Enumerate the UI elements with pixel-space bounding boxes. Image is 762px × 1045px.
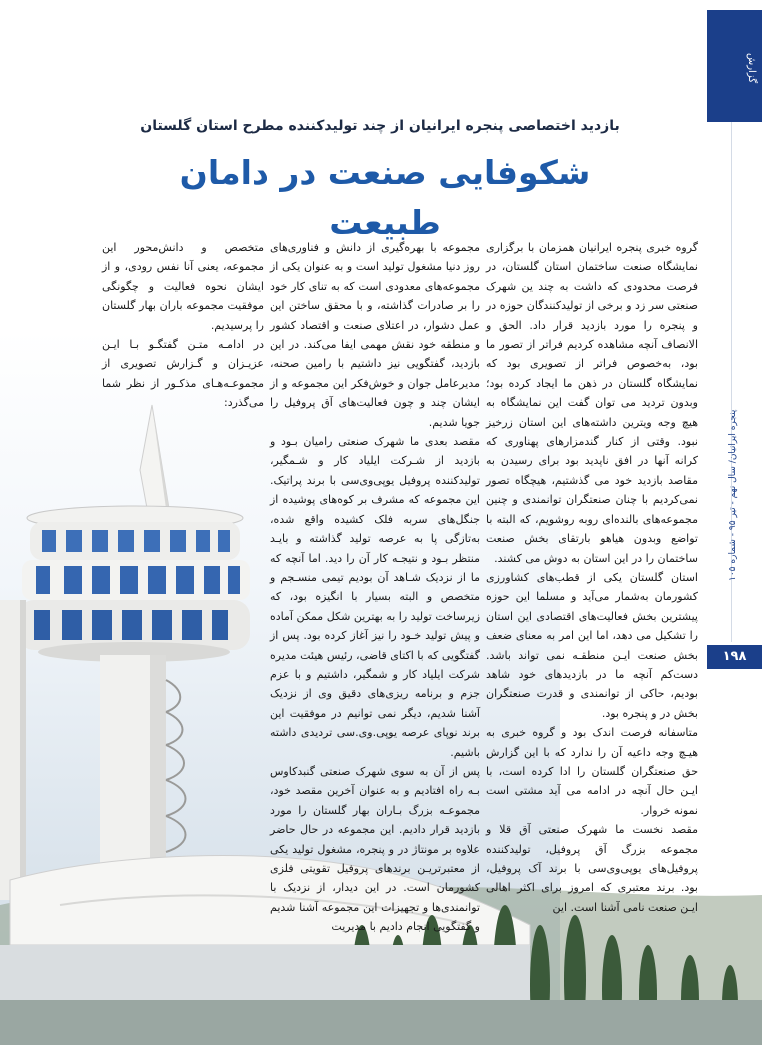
paragraph: پس از آن به سوی شهرک صنعتی گنبدکاوس بـه راه افتادیم و به عنوان آخرین مقصد خود، مجموعـه بزرگ بـاران بهار گلستان را مورد بازدید قرار دادیم. این مجموعه در حال حاضر علاوه بر مونتاژ در و پنجره، مشغول تولید یکی از معتبرتریـن برندهای پروفیل تقویتی فلزی کشورمان است. در این دیدار، از نزدیک با توانمندی‌ها و تجهیزات این مجموعه آشنا شدیم و گفتگویی انجام دادیم با مدیریت [270, 764, 480, 934]
article-subtitle: بازدید اختصاصی پنجره ایرانیان از چند تولیدکننده مطرح استان گلستان [140, 118, 620, 134]
paragraph: مجموعه با بهره‌گیری از دانش و فناوری‌های روز دنیا مشغول تولید است و به عنوان یکی از مجموعه‌های معدودی است که به تنای کار خود را بر صادرات گذاشته، و با محقق ساختن این عمل دشوار، در اعتلای صنعت و اقتصاد کشور و منطقه خود نقش مهمی ایفا می‌کند. در این بازدید، گفتگویی نیز داشتیم با رامین صحنه، مدیرعامل جوان و خوش‌فکر این مجموعه و از ایشان چند و چون فعالیت‌های آق پروفیل را جویا شدیم. [270, 241, 480, 429]
paragraph: مقصد بعدی ما شهرک صنعتی رامیان بـود و بازدید از شـرکت ایلیاد کار و شـمگیر، تولیدکننده پروفیل یوپی‌وی‌سی با برند پراتیک. این مجموعه که مشرف بر کوه‌های پوشیده از جنگل‌های سربه فلک کشیده واقع شده، به‌تازگی پا به عرصه تولید گذاشته و بایـد منتظر بـود و نتیجـه کار آن را دید. اما آنچه که ما از نزدیک شـاهد آن بودیم تیمی منسـجم و متخصص و البته بسیار با انگیزه بود، که زیرساخت تولید را به بهترین شکل ممکن آماده و پیش تولید خـود را نیز آغاز کرده بود. پس از گفتگویی که با اکتای قاضی، رئیس هیئت مدیره شرکت ایلیاد کار و شمگیر، داشتیم و با عزم جزم و برنامه ریزی‌های دقیق وی از نزدیک آشنا شدیم، دیگر نمی توانیم در موفقیت این برند نوپای عرصه یوپی.وی.سی تردیدی داشته باشیم. [270, 435, 480, 759]
paragraph: در ادامـه متـن گفتگـو بـا ایـن عزیـزان و گـزارش تصویری از مجموعـه‌هـای مذکـور از نظر شما می‌گذرد: [102, 338, 264, 410]
paragraph: مقصد نخست ما شهرک صنعتی آق قلا و مجموعه بزرگ آق پروفیل، تولیدکننده پروفیل‌های یوپی‌وی‌سی با برند آک پروفیل، بود. برند معتبری که امروز برای اکثر اهالی ایـن صنعت نامی آشنا است. این [486, 823, 698, 914]
paragraph: گروه خبری پنجره ایرانیان همزمان با برگزاری نمایشگاه صنعت ساختمان استان گلستان، در فرصت محدودی که داشت به چند ین شهرک صنعتی سر زد و برخی از تولیدکنندگان حوزه در و پنجره را مورد بازدید قرار داد. الحق و الانصاف آنچه مشاهده کردیم فراتر از تصور ما بود، به‌خصوص فراتر از تصویری بود که نمایشگاه گلستان در ذهن ما ایجاد کرده بود؛ وبدون تردید می توان گفت این نمایشگاه به هیچ وجه ویترین داشته‌های این استان زرخیز نبود. وقتی از کنار گندمزارهای پهناوری که کرانه آنها در افق ناپدید بود برای رسیدن به مقاصد بازدید خود می گذشتیم، هیچگاه تصور نمی‌کردیم با چنان صنعتگران توانمندی و چنین مجموعه‌های بالنده‌ای روبه روشویم، که البته با تواضع وبدون هیاهو بارتقای بخش صنعت ساختمان را در این استان به دوش می کشند. [486, 241, 698, 565]
text-column-middle [270, 238, 480, 934]
text-column-right [486, 238, 698, 914]
page-number: ۱۹۸ [707, 645, 762, 669]
paragraph: متخصص و دانش‌محور این مجموعه، یعنی آنا نفس رودی، و از ایشان نحوه فعالیت و چگونگی موفقیت مجموعه باران بهار گلستان را پرسیدیم. [102, 241, 264, 332]
paragraph: استان گلستان یکی از قطب‌های کشاورزی کشورمان به‌شمار می‌آید و مسلما این حوزه پیشترین بخش فعالیت‌های اقتصادی این استان را تشکیل می دهد، اما این امر به معنای ضعف بخش صنعت ایـن منطقـه نمی تواند باشد. دست‌کم آنچه ما در بازدیدهای خود شاهد بودیم، حاکی از توانمندی و قدرت صنعتگران بخش در و پنجره بود. [486, 570, 698, 720]
article-title: شکوفایی صنعت در دامان طبیعت [179, 153, 591, 242]
paragraph: متاسفانه فرصت اندک بود و گروه خبری به هیـچ وجه داعیه آن را ندارد که با این گزارش حق صنعتگران گلستان را ادا کرده است، با ایـن حال آنچه در ادامه می آید مشتی است نمونه خروار. [486, 726, 698, 817]
section-tab-label: گزارش [746, 52, 757, 84]
issue-info: پنجره ایرانیان/ سال نهم - تیر ۹۵ - شماره ۱۰۵ [728, 410, 738, 582]
text-column-left [102, 238, 264, 410]
